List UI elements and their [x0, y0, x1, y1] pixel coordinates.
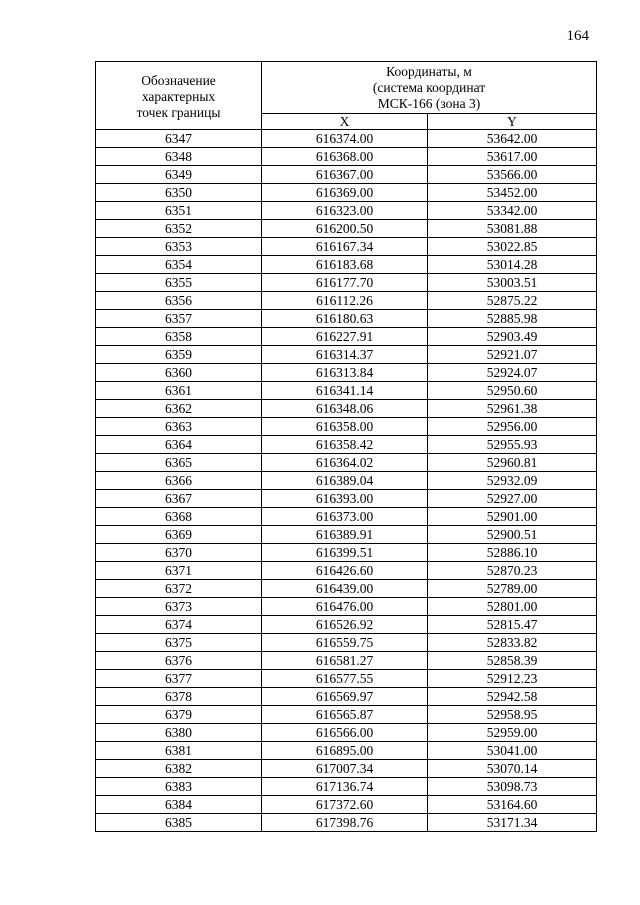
- x-coordinate-cell: 616389.91: [262, 526, 428, 544]
- table-row: [96, 526, 597, 544]
- point-id-cell: 6348: [96, 148, 262, 166]
- point-id-cell: 6372: [96, 580, 262, 598]
- point-id-cell: 6375: [96, 634, 262, 652]
- point-id-cell: 6362: [96, 400, 262, 418]
- point-id-cell: 6376: [96, 652, 262, 670]
- x-coordinate-cell: 616369.00: [262, 184, 428, 202]
- table-row: [96, 130, 597, 148]
- page-number: 164: [566, 28, 589, 44]
- y-coordinate-cell: 52927.00: [428, 490, 597, 508]
- x-coordinate-cell: 616399.51: [262, 544, 428, 562]
- point-id-cell: 6351: [96, 202, 262, 220]
- table-row: [96, 580, 597, 598]
- x-coordinate-cell: 616200.50: [262, 220, 428, 238]
- table-row: [96, 544, 597, 562]
- table-row: [96, 364, 597, 382]
- y-coordinate-cell: 52885.98: [428, 310, 597, 328]
- x-coordinate-cell: 616167.34: [262, 238, 428, 256]
- x-coordinate-cell: 616569.97: [262, 688, 428, 706]
- y-column-header: Y: [428, 114, 597, 130]
- y-coordinate-cell: 52912.23: [428, 670, 597, 688]
- y-coordinate-cell: 53642.00: [428, 130, 597, 148]
- point-id-cell: 6378: [96, 688, 262, 706]
- y-coordinate-cell: 53617.00: [428, 148, 597, 166]
- point-id-cell: 6373: [96, 598, 262, 616]
- y-coordinate-cell: 52950.60: [428, 382, 597, 400]
- table-row: [96, 814, 597, 832]
- table-row: [96, 418, 597, 436]
- coordinates-header: Координаты, м (система координат МСК-166 (зона 3): [262, 62, 597, 114]
- table-row: [96, 292, 597, 310]
- x-coordinate-cell: 616368.00: [262, 148, 428, 166]
- y-coordinate-cell: 53022.85: [428, 238, 597, 256]
- y-coordinate-cell: 52901.00: [428, 508, 597, 526]
- table-row: [96, 652, 597, 670]
- point-id-cell: 6377: [96, 670, 262, 688]
- y-coordinate-cell: 52960.81: [428, 454, 597, 472]
- x-coordinate-cell: 617398.76: [262, 814, 428, 832]
- table-row: [96, 670, 597, 688]
- x-coordinate-cell: 616183.68: [262, 256, 428, 274]
- x-coordinate-cell: 616559.75: [262, 634, 428, 652]
- x-coordinate-cell: 616565.87: [262, 706, 428, 724]
- point-id-cell: 6383: [96, 778, 262, 796]
- table-row: [96, 436, 597, 454]
- x-coordinate-cell: 616358.42: [262, 436, 428, 454]
- point-id-cell: 6355: [96, 274, 262, 292]
- y-coordinate-cell: 53452.00: [428, 184, 597, 202]
- x-coordinate-cell: 616577.55: [262, 670, 428, 688]
- x-coordinate-cell: 617007.34: [262, 760, 428, 778]
- y-coordinate-cell: 52903.49: [428, 328, 597, 346]
- x-coordinate-cell: 616323.00: [262, 202, 428, 220]
- x-coordinate-cell: 616393.00: [262, 490, 428, 508]
- point-id-cell: 6379: [96, 706, 262, 724]
- x-column-header: X: [262, 114, 428, 130]
- table-row: [96, 400, 597, 418]
- table-row: [96, 760, 597, 778]
- table-row: [96, 796, 597, 814]
- point-id-cell: 6358: [96, 328, 262, 346]
- table-row: [96, 724, 597, 742]
- table-body: [96, 130, 597, 832]
- x-coordinate-cell: 616314.37: [262, 346, 428, 364]
- y-coordinate-cell: 53003.51: [428, 274, 597, 292]
- y-coordinate-cell: 52886.10: [428, 544, 597, 562]
- x-coordinate-cell: 616112.26: [262, 292, 428, 310]
- y-coordinate-cell: 52942.58: [428, 688, 597, 706]
- y-coordinate-cell: 52789.00: [428, 580, 597, 598]
- table-row: [96, 490, 597, 508]
- x-coordinate-cell: 616227.91: [262, 328, 428, 346]
- table-row: [96, 166, 597, 184]
- x-coordinate-cell: 616341.14: [262, 382, 428, 400]
- y-coordinate-cell: 52958.95: [428, 706, 597, 724]
- table-row: [96, 454, 597, 472]
- x-coordinate-cell: 616364.02: [262, 454, 428, 472]
- table-row: [96, 382, 597, 400]
- x-coordinate-cell: 616476.00: [262, 598, 428, 616]
- y-coordinate-cell: 53342.00: [428, 202, 597, 220]
- point-id-cell: 6363: [96, 418, 262, 436]
- y-coordinate-cell: 53070.14: [428, 760, 597, 778]
- point-id-cell: 6381: [96, 742, 262, 760]
- x-coordinate-cell: 616374.00: [262, 130, 428, 148]
- y-coordinate-cell: 52924.07: [428, 364, 597, 382]
- x-coordinate-cell: 616348.06: [262, 400, 428, 418]
- x-coordinate-cell: 616313.84: [262, 364, 428, 382]
- x-coordinate-cell: 616367.00: [262, 166, 428, 184]
- y-coordinate-cell: 53098.73: [428, 778, 597, 796]
- y-coordinate-cell: 53014.28: [428, 256, 597, 274]
- y-coordinate-cell: 52801.00: [428, 598, 597, 616]
- table-row: [96, 706, 597, 724]
- table-row: [96, 562, 597, 580]
- x-coordinate-cell: 616358.00: [262, 418, 428, 436]
- point-id-cell: 6352: [96, 220, 262, 238]
- table-row: [96, 184, 597, 202]
- point-id-cell: 6356: [96, 292, 262, 310]
- point-designation-header: Обозначение характерных точек границы: [96, 62, 262, 130]
- table-header: [96, 62, 597, 130]
- table-row: [96, 148, 597, 166]
- table-row: [96, 310, 597, 328]
- y-coordinate-cell: 52870.23: [428, 562, 597, 580]
- y-coordinate-cell: 52858.39: [428, 652, 597, 670]
- point-id-cell: 6350: [96, 184, 262, 202]
- point-id-cell: 6364: [96, 436, 262, 454]
- y-coordinate-cell: 52961.38: [428, 400, 597, 418]
- x-coordinate-cell: 617136.74: [262, 778, 428, 796]
- table-row: [96, 274, 597, 292]
- x-coordinate-cell: 616526.92: [262, 616, 428, 634]
- point-id-cell: 6347: [96, 130, 262, 148]
- table-row: [96, 508, 597, 526]
- y-coordinate-cell: 52921.07: [428, 346, 597, 364]
- y-coordinate-cell: 53164.60: [428, 796, 597, 814]
- coordinates-table: [95, 61, 597, 832]
- point-id-cell: 6369: [96, 526, 262, 544]
- x-coordinate-cell: 617372.60: [262, 796, 428, 814]
- table-row: [96, 688, 597, 706]
- point-id-cell: 6385: [96, 814, 262, 832]
- table-row: [96, 742, 597, 760]
- x-coordinate-cell: 616581.27: [262, 652, 428, 670]
- point-id-cell: 6361: [96, 382, 262, 400]
- table-row: [96, 238, 597, 256]
- table-row: [96, 634, 597, 652]
- point-id-cell: 6357: [96, 310, 262, 328]
- point-id-cell: 6382: [96, 760, 262, 778]
- table-row: [96, 220, 597, 238]
- point-id-cell: 6371: [96, 562, 262, 580]
- y-coordinate-cell: 52833.82: [428, 634, 597, 652]
- y-coordinate-cell: 52875.22: [428, 292, 597, 310]
- table-row: [96, 778, 597, 796]
- y-coordinate-cell: 52932.09: [428, 472, 597, 490]
- point-id-cell: 6353: [96, 238, 262, 256]
- table-row: [96, 328, 597, 346]
- point-id-cell: 6368: [96, 508, 262, 526]
- y-coordinate-cell: 53041.00: [428, 742, 597, 760]
- y-coordinate-cell: 53171.34: [428, 814, 597, 832]
- table-row: [96, 346, 597, 364]
- point-id-cell: 6365: [96, 454, 262, 472]
- y-coordinate-cell: 53566.00: [428, 166, 597, 184]
- table-row: [96, 616, 597, 634]
- table-row: [96, 598, 597, 616]
- point-id-cell: 6360: [96, 364, 262, 382]
- header-row-main: [96, 62, 597, 114]
- table-row: [96, 256, 597, 274]
- y-coordinate-cell: 53081.88: [428, 220, 597, 238]
- x-coordinate-cell: 616426.60: [262, 562, 428, 580]
- y-coordinate-cell: 52815.47: [428, 616, 597, 634]
- point-id-cell: 6384: [96, 796, 262, 814]
- x-coordinate-cell: 616177.70: [262, 274, 428, 292]
- table-row: [96, 472, 597, 490]
- point-id-cell: 6354: [96, 256, 262, 274]
- x-coordinate-cell: 616566.00: [262, 724, 428, 742]
- point-id-cell: 6366: [96, 472, 262, 490]
- y-coordinate-cell: 52956.00: [428, 418, 597, 436]
- y-coordinate-cell: 52955.93: [428, 436, 597, 454]
- x-coordinate-cell: 616439.00: [262, 580, 428, 598]
- x-coordinate-cell: 616180.63: [262, 310, 428, 328]
- point-id-cell: 6359: [96, 346, 262, 364]
- y-coordinate-cell: 52959.00: [428, 724, 597, 742]
- x-coordinate-cell: 616373.00: [262, 508, 428, 526]
- point-id-cell: 6380: [96, 724, 262, 742]
- x-coordinate-cell: 616895.00: [262, 742, 428, 760]
- point-id-cell: 6367: [96, 490, 262, 508]
- point-id-cell: 6370: [96, 544, 262, 562]
- x-coordinate-cell: 616389.04: [262, 472, 428, 490]
- y-coordinate-cell: 52900.51: [428, 526, 597, 544]
- point-id-cell: 6349: [96, 166, 262, 184]
- point-id-cell: 6374: [96, 616, 262, 634]
- table-row: [96, 202, 597, 220]
